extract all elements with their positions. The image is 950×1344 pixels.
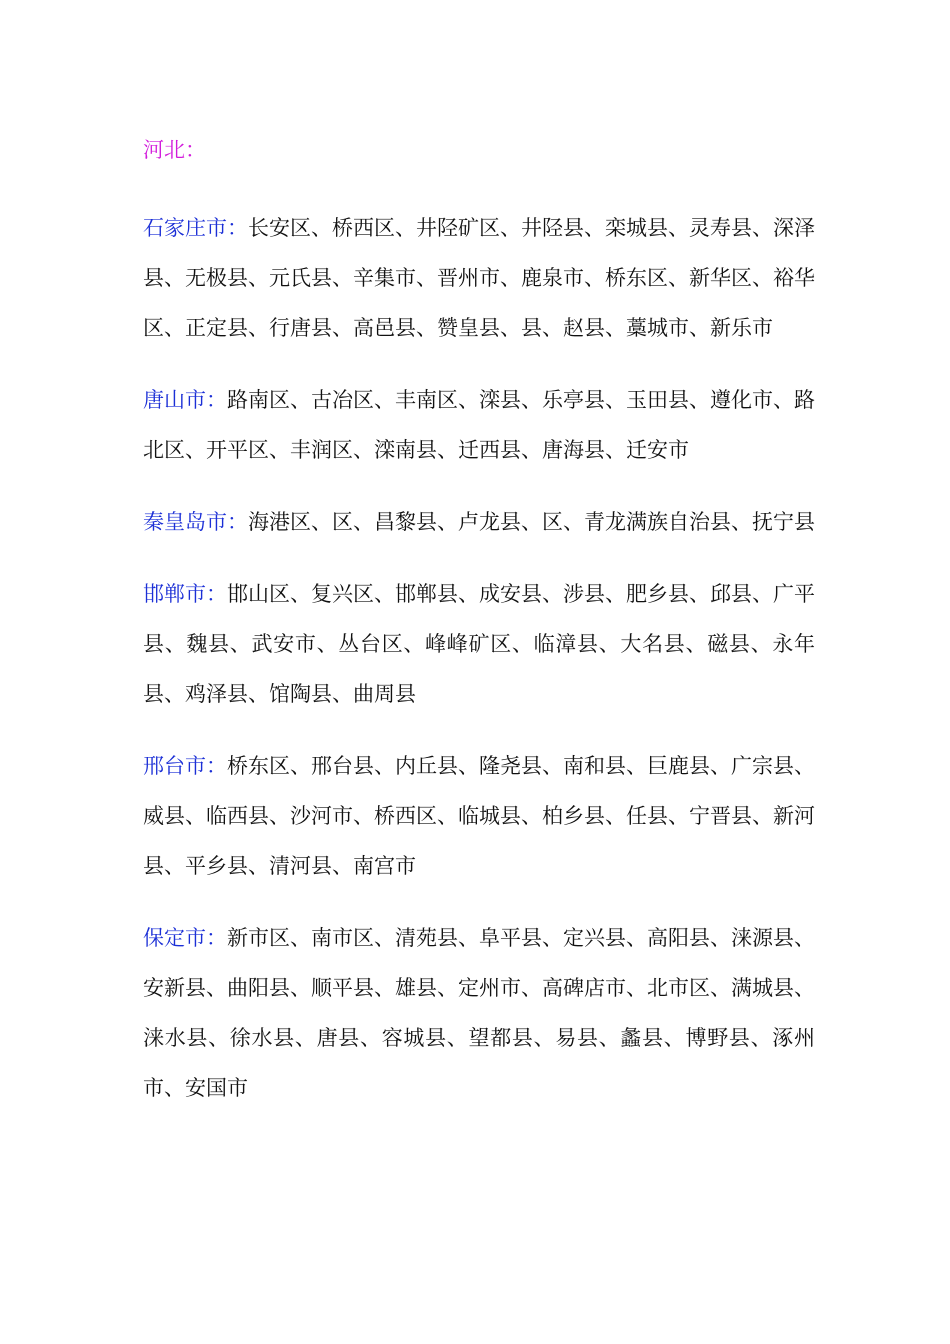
city-districts: 长安区、桥西区、井陉矿区、井陉县、栾城县、灵寿县、深泽县、无极县、元氏县、辛集市、晋州市、鹿泉市、桥东区、新华区、裕华区、正定县、行唐县、高邑县、赞皇县、县、赵县、藁城市、新乐市: [143, 216, 815, 340]
city-entry-shijiazhuang: [143, 203, 815, 353]
city-districts: 桥东区、邢台县、内丘县、隆尧县、南和县、巨鹿县、广宗县、威县、临西县、沙河市、桥西区、临城县、柏乡县、任县、宁晋县、新河县、平乡县、清河县、南宫市: [143, 754, 815, 878]
city-name: 石家庄市：: [143, 216, 248, 240]
city-districts: 路南区、古冶区、丰南区、滦县、乐亭县、玉田县、遵化市、路北区、开平区、丰润区、滦南县、迁西县、唐海县、迁安市: [143, 388, 815, 462]
city-districts: 海港区、区、昌黎县、卢龙县、区、青龙满族自治县、抚宁县: [248, 510, 815, 534]
city-entry-xingtai: [143, 741, 815, 891]
city-districts: 新市区、南市区、清苑县、阜平县、定兴县、高阳县、涞源县、安新县、曲阳县、顺平县、雄县、定州市、高碑店市、北市区、满城县、涞水县、徐水县、唐县、容城县、望都县、易县、蠡县、博野县、涿州市、安国市: [143, 926, 815, 1100]
city-name: 邢台市：: [143, 754, 227, 778]
city-name: 保定市：: [143, 926, 227, 950]
document-page: [143, 132, 815, 1135]
city-name: 邯郸市：: [143, 582, 227, 606]
city-districts: 邯山区、复兴区、邯郸县、成安县、涉县、肥乡县、邱县、广平县、魏县、武安市、丛台区、峰峰矿区、临漳县、大名县、磁县、永年县、鸡泽县、馆陶县、曲周县: [143, 582, 815, 706]
city-entry-tangshan: [143, 375, 815, 475]
city-entry-handan: [143, 569, 815, 719]
city-name: 秦皇岛市：: [143, 510, 248, 534]
city-entry-qinhuangdao: [143, 497, 815, 547]
city-entry-baoding: [143, 913, 815, 1113]
province-heading: 河北：: [143, 138, 206, 162]
city-name: 唐山市：: [143, 388, 227, 412]
